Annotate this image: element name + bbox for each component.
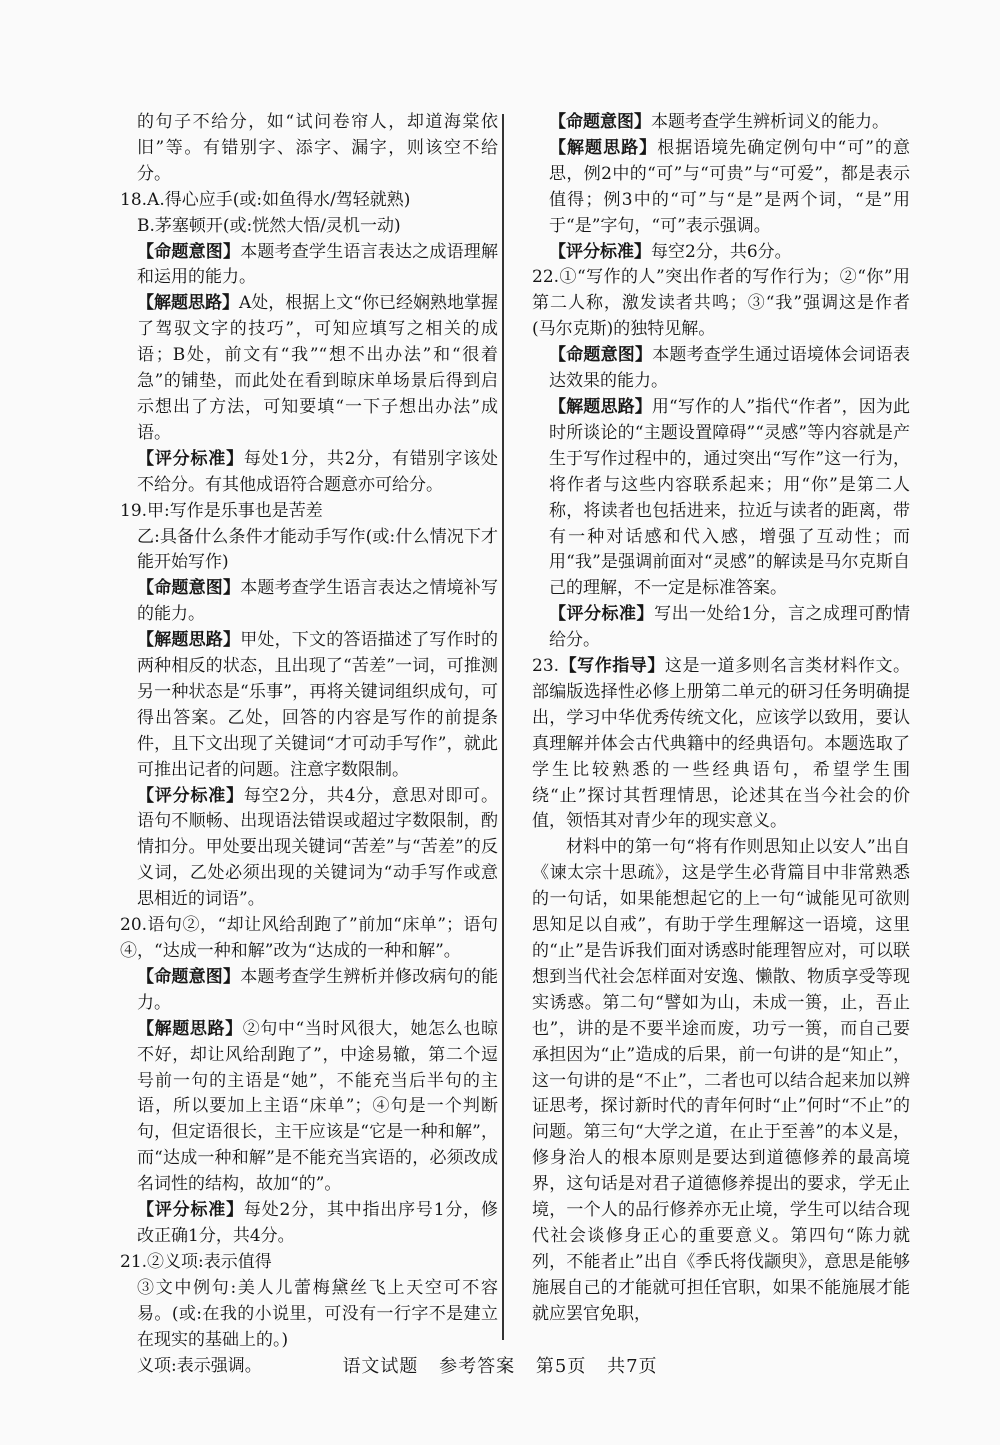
section-tag: 【解题思路】 [137, 630, 241, 651]
paragraph-text: ③文中例句:美人儿蕾梅黛丝飞上天空可不容易。(或:在我的小说里，可没有一行字不是建立在现实的基础上的。) [137, 1277, 498, 1350]
answer-paragraph [120, 965, 498, 1017]
section-tag: 【评分标准】 [549, 604, 655, 625]
footer-subject: 语文试题 [342, 1356, 419, 1377]
section-tag: 【命题意图】 [549, 345, 653, 366]
section-tag: 【评分标准】 [549, 241, 651, 262]
section-tag: 【命题意图】 [137, 966, 241, 987]
paragraph-text: 20.语句②，“却让风给刮跑了”前加“床单”；语句④，“达成一种和解”改为“达成的一种和解”。 [120, 915, 498, 961]
paragraph-text: 21.②义项:表示值得 [120, 1251, 272, 1272]
answer-paragraph [120, 240, 498, 292]
footer-answer-label: 参考答案 [439, 1356, 516, 1377]
paragraph-text: 本题考查学生通过语境体会词语表达效果的能力。 [549, 345, 911, 392]
paragraph-text: 这是一道多则名言类材料作文。部编版选择性必修上册第二单元的研习任务明确提出，学习中华优秀传统文化，应该学以致用，要认真理解并体会古代典籍中的经典语句。本题选取了学生比较熟悉的一些经典语句，希望学生围绕“止”探讨其哲理情思，论述其在当今社会的价值，领悟其对青少年的现实意义。 [532, 656, 911, 832]
paragraph-text: 每空2分，共4分，意思对即可。语句不顺畅、出现语法错误或超过字数限制，酌情扣分。甲处要出现关键词“苦差”与“苦差”的反义词，乙处必须出现的关键词为“动手写作或意思相近的词语”。 [137, 785, 499, 910]
answer-paragraph [120, 499, 498, 525]
paragraph-text: A处，根据上文“你已经娴熟地掌握了驾驭文字的技巧”，可知应填写之相关的成语；B处，前文有“我”“想不出办法”和“很着急”的铺垫，而此处在看到晾床单场景后得到启示想出了方法，可知要填“一下子想出办法”成语。 [137, 293, 499, 443]
section-tag: 【解题思路】 [137, 1018, 243, 1039]
paragraph-text: 本题考查学生语言表达之成语理解和运用的能力。 [137, 241, 499, 288]
section-tag: 【评分标准】 [137, 785, 244, 806]
page-footer [0, 1352, 1000, 1378]
footer-page-number: 第5页 [535, 1356, 587, 1377]
paragraph-text: 乙:具备什么条件才能动手写作(或:什么情况下才能开始写作) [137, 526, 498, 573]
paragraph-text: 19.甲:写作是乐事也是苦差 [120, 500, 323, 521]
answer-paragraph [120, 1276, 498, 1354]
section-tag: 【命题意图】 [137, 241, 241, 262]
paragraph-text: 22.①“写作的人”突出作者的写作行为；②“你”用第二人称，激发读者共鸣；③“我”强调这是作者(马尔克斯)的独特见解。 [532, 267, 910, 340]
answer-paragraph [532, 602, 910, 654]
paragraph-text: 每处1分，共2分，有错别字该处不给分。有其他成语符合题意亦可给分。 [137, 448, 499, 495]
answer-paragraph [120, 214, 498, 240]
answer-paragraph [120, 1198, 498, 1250]
paragraph-text: 本题考查学生辨析并修改病句的能力。 [137, 966, 499, 1013]
section-tag: 【写作指导】 [559, 656, 665, 677]
section-tag: 【评分标准】 [137, 1200, 244, 1221]
answer-paragraph [120, 1250, 498, 1276]
section-tag: 【命题意图】 [549, 112, 651, 132]
answer-paragraph [120, 1017, 498, 1198]
answer-paragraph [532, 654, 910, 835]
answer-paragraph [532, 265, 910, 343]
answer-paragraph [120, 576, 498, 628]
left-column [120, 110, 498, 1379]
paragraph-text: 每空2分，共6分。 [651, 241, 792, 262]
paragraph-text: 本题考查学生语言表达之情境补写的能力。 [137, 578, 499, 625]
section-tag: 【评分标准】 [137, 448, 244, 469]
question-number: 23. [532, 656, 560, 677]
paragraph-text: 材料中的第一句“将有作则思知止以安人”出自《谏太宗十思疏》，这是学生必背篇目中非常熟悉的一句话，如果能想起它的上一句“诚能见可欲则思知足以自戒”，有助于学生理解这一语境，这里的“止”是告诉我们面对诱惑时能理智应对，可以联想到当代社会怎样面对安逸、懒散、物质享受等现实诱惑。第二句“譬如为山，未成一篑，止，吾止也”，讲的是不要半途而废，功亏一篑，而自己要承担因为“止”造成的后果，前一句讲的是“知止”，这一句讲的是“不止”，二者也可以结合起来加以辨证思考，探讨新时代的青年何时“止”何时“不止”的问题。第三句“大学之道，在止于至善”的本义是，修身治人的根本原则是要达到道德修养的最高境界，这句话是对君子道德修养提出的要求，学无止境，一个人的品行修养亦无止境，学生可以结合现代社会谈修身正心的重要意义。第四句“陈力就列，不能者止”出自《季氏将伐颛臾》，意思是能够施展自己的才能就可担任官职，如果不能施展才能就应罢官免职， [532, 837, 910, 1324]
answer-paragraph [532, 835, 910, 1327]
paragraph-text: 本题考查学生辨析词义的能力。 [651, 112, 889, 132]
section-tag: 【解题思路】 [137, 293, 240, 314]
paragraph-text: ②句中“当时风很大，她怎么也晾不好，却让风给刮跑了”，中途易辙，第二个逗号前一句的主语是“她”，不能充当后半句的主语，所以要加上主语“床单”；④句是一个判断句，但定语很长，主干应该是“它是一种和解”，而“达成一种和解”是不能充当宾语的，必须改成名词性的结构，故加“的”。 [137, 1018, 499, 1195]
answer-paragraph [532, 110, 910, 136]
paragraph-text: 义项:表示强调。 [137, 1355, 262, 1376]
right-column [532, 110, 910, 1328]
column-divider [502, 114, 504, 1340]
paragraph-text: 写出一处给1分，言之成理可酌情给分。 [549, 604, 910, 651]
answer-paragraph [532, 136, 910, 240]
answer-paragraph [120, 784, 498, 914]
section-tag: 【解题思路】 [549, 396, 652, 417]
paragraph-text: 每处2分，其中指出序号1分，修改正确1分，共4分。 [137, 1200, 499, 1246]
answer-paragraph [532, 395, 910, 602]
paragraph-text: 的句子不给分，如“试问卷帘人，却道海棠依旧”等。有错别字、添字、漏字，则该空不给分。 [137, 112, 498, 184]
paragraph-text: 甲处，下文的答语描述了写作时的两种相反的状态，且出现了“苦差”一词，可推测另一种状态是“乐事”，再将关键词组织成句，可得出答案。乙处，回答的内容是写作的前提条件，且下文出现了关键词“才可动手写作”，就此可推出记者的问题。注意字数限制。 [137, 630, 499, 780]
paragraph-text: 根据语境先确定例句中“可”的意思，例2中的“可”与“可贵”与“可爱”，都是表示值得；例3中的“可”与“是”是两个词，“是”用于“是”字句，“可”表示强调。 [549, 137, 910, 236]
section-tag: 【命题意图】 [137, 578, 241, 599]
answer-paragraph [120, 110, 498, 188]
answer-paragraph [532, 343, 910, 395]
answer-paragraph [120, 913, 498, 965]
paragraph-text: B.茅塞顿开(或:恍然大悟/灵机一动) [137, 215, 401, 236]
answer-paragraph [532, 240, 910, 266]
answer-paragraph [120, 188, 498, 214]
paragraph-text: 18.A.得心应手(或:如鱼得水/驾轻就熟) [120, 189, 411, 210]
paragraph-text: 用“写作的人”指代“作者”，因为此时所谈论的“主题设置障碍”“灵感”等内容就是产生于写作过程中的，通过突出“写作”这一行为，将作者与这些内容联系起来；用“你”是第二人称，将读者也包括进来，拉近与读者的距离，带有一种对话感和代入感，增强了互动性；而用“我”是强调前面对“灵感”的解读是马尔克斯自己的理解，不一定是标准答案。 [549, 396, 911, 599]
answer-paragraph [120, 525, 498, 577]
section-tag: 【解题思路】 [549, 137, 658, 158]
answer-paragraph [120, 628, 498, 783]
answer-paragraph [120, 291, 498, 446]
footer-total-pages: 共7页 [607, 1356, 658, 1377]
answer-paragraph [120, 447, 498, 499]
